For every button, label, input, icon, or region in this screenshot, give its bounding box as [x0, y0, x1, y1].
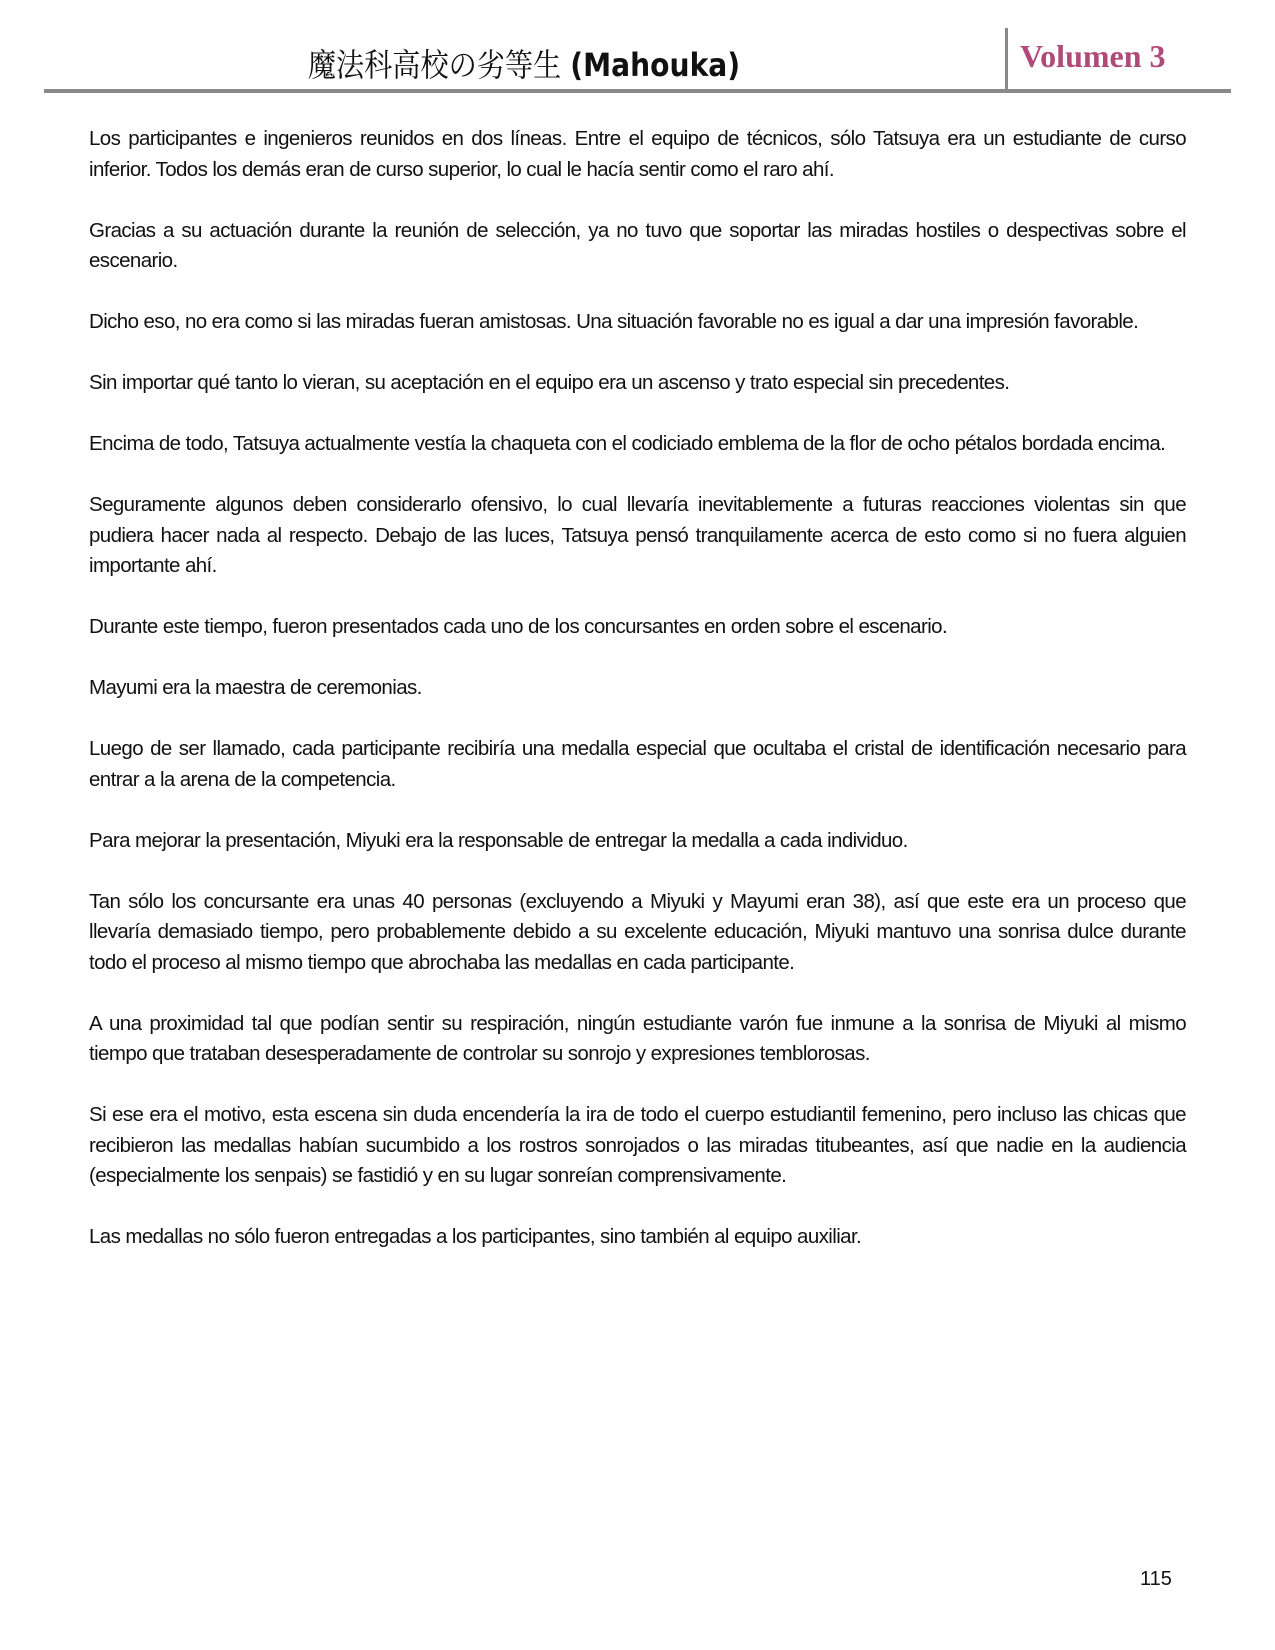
paragraph: Sin importar qué tanto lo vieran, su aceptación en el equipo era un ascenso y trato especial sin precedentes.: [89, 371, 1010, 394]
paragraph: Si ese era el motivo, esta escena sin duda encendería la ira de todo el cuerpo estudiantil femenino, pero incluso las chicas que recibieron las medallas habían sucumbido a los rostros sonrojados o las miradas titubeantes, así que nadie en la audiencia (especialmente los senpais) se fastidió y en su lugar sonreían comprensivamente.: [89, 1103, 1186, 1187]
paragraph: Mayumi era la maestra de ceremonias.: [89, 676, 422, 699]
paragraph: Tan sólo los concursante era unas 40 personas (excluyendo a Miyuki y Mayumi eran 38), así que este era un proceso que llevaría demasiado tiempo, pero probablemente debido a su excelente educación, Miyuki mantuvo una sonrisa dulce durante todo el proceso al mismo tiempo que abrochaba las medallas en cada participante.: [89, 889, 1186, 974]
paragraph: Durante este tiempo, fueron presentados cada uno de los concursantes en orden sobre el escenario.: [89, 615, 948, 638]
paragraph: Luego de ser llamado, cada participante recibiría una medalla especial que ocultaba el cristal de identificación necesario para entrar a la arena de la competencia.: [89, 737, 1186, 791]
paragraph: Seguramente algunos deben considerarlo ofensivo, lo cual llevaría inevitablemente a futuras reacciones violentas sin que pudiera hacer nada al respecto. Debajo de las luces, Tatsuya pensó tranquilamente acerca de esto como si no fuera alguien importante ahí.: [89, 493, 1186, 577]
book-title: [102, 40, 947, 86]
book-title-latin: (Mahouka): [570, 46, 741, 84]
volume-label: Volumen 3: [1020, 38, 1166, 74]
page-number: 115: [1140, 1568, 1172, 1590]
paragraph: Gracias a su actuación durante la reunión de selección, ya no tuvo que soportar las miradas hostiles o despectivas sobre el escenario.: [89, 218, 1186, 272]
paragraph: Los participantes e ingenieros reunidos en dos líneas. Entre el equipo de técnicos, sólo Tatsuya era un estudiante de curso inferior. Todos los demás eran de curso superior, lo cual le hacía sentir como el raro ahí.: [89, 127, 1186, 181]
paragraph: Dicho eso, no era como si las miradas fueran amistosas. Una situación favorable no es igual a dar una impresión favorable.: [89, 310, 1139, 333]
book-title-japanese: 魔法科高校の劣等生: [307, 46, 562, 84]
header-divider: [1005, 28, 1008, 90]
paragraph: Encima de todo, Tatsuya actualmente vestía la chaqueta con el codiciado emblema de la flor de ocho pétalos bordada encima.: [89, 432, 1166, 455]
header-rule: [44, 89, 1231, 93]
page-header: [44, 28, 1231, 94]
paragraph: Para mejorar la presentación, Miyuki era la responsable de entregar la medalla a cada individuo.: [89, 828, 908, 852]
page-body: [89, 124, 1186, 1283]
paragraph: Las medallas no sólo fueron entregadas a los participantes, sino también al equipo auxiliar.: [89, 1225, 862, 1248]
paragraph: A una proximidad tal que podían sentir su respiración, ningún estudiante varón fue inmune a la sonrisa de Miyuki al mismo tiempo que trataban desesperadamente de controlar su sonrojo y expresiones temblorosas.: [89, 1011, 1186, 1065]
